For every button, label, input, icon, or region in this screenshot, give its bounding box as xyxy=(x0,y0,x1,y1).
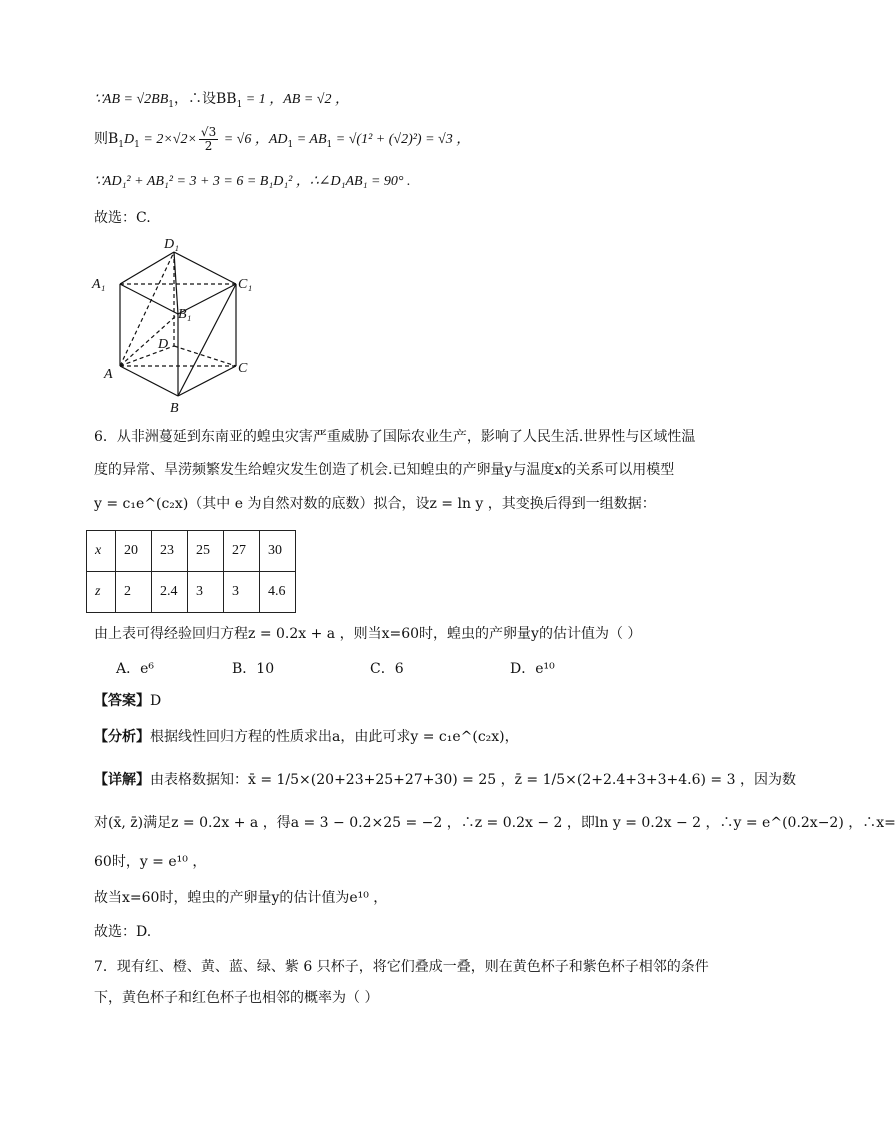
vertex-label-c: C xyxy=(238,361,248,376)
q6-line-3 xyxy=(94,494,656,514)
table-cell: 30 xyxy=(260,531,296,572)
eq-text: ，∴设BB xyxy=(173,91,237,107)
option-a: A．e⁶ xyxy=(116,661,155,677)
detail-text: 60时，y = e¹⁰ ， xyxy=(94,854,207,870)
table-cell: 3 xyxy=(224,572,260,613)
option-d: D．e¹⁰ xyxy=(510,661,555,677)
conclusion-text: 故当x=60时，蝗虫的产卵量y的估计值为e¹⁰ ， xyxy=(94,890,388,906)
detail-line-1 xyxy=(94,770,796,790)
table-header-cell: x xyxy=(87,531,116,572)
q6-line-2 xyxy=(94,460,674,480)
analysis-tag: 【分析】 xyxy=(94,729,150,745)
question-text: 下，黄色杯子和红色杯子也相邻的概率为（ ） xyxy=(94,990,379,1006)
q7-line-1 xyxy=(94,957,709,977)
vertex-label-d: D xyxy=(158,337,169,352)
question-text: 由上表可得经验回归方程z = 0.2x + a ，则当x=60时，蝗虫的产卵量y的估计值为（ ） xyxy=(94,626,642,642)
table-row xyxy=(87,531,296,572)
solution-line-2: 则$B_1D_1 = 2\times√2\times$ $\frac{√3}{2}$ = √6 ，$AD_1 = AB_1 = √(1^2 + (√2)^2) = √3$ ， xyxy=(94,124,471,153)
analysis-text: 根据线性回归方程的性质求出a，由此可求y = c₁e^(c₂x)， xyxy=(150,729,519,745)
vertex-label-b1: B₁ xyxy=(178,307,192,322)
table-cell: 27 xyxy=(224,531,260,572)
vertex-label-a1: A₁ xyxy=(92,277,106,292)
eq-text: = AB xyxy=(293,132,327,147)
choice-text: 故选：D. xyxy=(94,924,152,940)
table-cell: 25 xyxy=(188,531,224,572)
vertex-label-c1: C₁ xyxy=(238,277,253,292)
fraction xyxy=(199,126,218,153)
answer-line xyxy=(94,691,161,711)
detail-text: 对(x̄, z̄)满足z = 0.2x + a ，得a = 3 − 0.2×25 = −2 ，∴z = 0.2x − 2 ，即ln y = 0.2x − 2 ，∴y = e^(0.2x−2) ，∴x= xyxy=(94,815,896,831)
question-text: 7．现有红、橙、黄、蓝、绿、紫 6 只杯子，将它们叠成一叠，则在黄色杯子和紫色杯子相邻的条件 xyxy=(94,959,709,975)
table-cell: 23 xyxy=(152,531,188,572)
detail-tag: 【详解】 xyxy=(94,772,150,788)
question-text: 度的异常、旱涝频繁发生给蝗灾发生创造了机会.已知蝗虫的产卵量y与温度x的关系可以用模型 xyxy=(94,462,675,478)
option-b: B．10 xyxy=(232,661,275,677)
choice-text: 故选：C. xyxy=(94,210,151,226)
choice-line xyxy=(94,922,151,942)
vertex-label-d1: D₁ xyxy=(164,237,179,252)
table-cell: 2.4 xyxy=(152,572,188,613)
eq-text: = √(1² + (√2)²) = √3 ， xyxy=(332,132,471,147)
solution-choice xyxy=(94,208,151,228)
detail-line-2 xyxy=(94,813,896,833)
q7-line-2 xyxy=(94,988,378,1008)
fraction-top: √3 xyxy=(200,124,217,139)
conclusion-line xyxy=(94,888,387,908)
eq-text: ∵AB = √2BB xyxy=(94,92,169,107)
q6-line-1 xyxy=(94,427,695,447)
detail-text: 由表格数据知：x̄ = 1/5×(20+23+25+27+30) = 25 ，z̄ = 1/5×(2+2.4+3+3+4.6) = 3 ，因为数 xyxy=(150,772,796,788)
solution-line-3 xyxy=(94,171,411,192)
eq-text: 则B xyxy=(94,131,119,147)
question-text: 6．从非洲蔓延到东南亚的蝗虫灾害严重威胁了国际农业生产，影响了人民生活.世界性与区域性温 xyxy=(94,429,696,445)
answer-tag: 【答案】 xyxy=(94,693,150,709)
question-text: y = c₁e^(c₂x)（其中 e 为自然对数的底数）拟合，设z = ln y ，其变换后得到一组数据： xyxy=(94,496,656,512)
answer-value: D xyxy=(150,693,162,709)
table-header-cell: z xyxy=(87,572,116,613)
table-row xyxy=(87,572,296,613)
table-cell: 20 xyxy=(116,531,152,572)
vertex-label-b: B xyxy=(170,401,179,416)
q6-line-4 xyxy=(94,624,641,644)
detail-line-3 xyxy=(94,852,206,872)
eq-text: ∵AD₁² + AB₁² = 3 + 3 = 6 = B₁D₁² ，∴∠D₁AB₁ = 90° . xyxy=(94,174,411,189)
analysis-line xyxy=(94,727,519,747)
eq-text: = √6 ，AD xyxy=(220,132,288,147)
cube-figure xyxy=(90,236,270,416)
data-table xyxy=(86,530,296,613)
option-c: C．6 xyxy=(370,661,404,677)
fraction-bottom: 2 xyxy=(204,138,213,153)
vertex-label-a: A xyxy=(104,367,113,382)
table-cell: 4.6 xyxy=(260,572,296,613)
eq-text: = 2×√2× xyxy=(139,132,197,147)
table-cell: 2 xyxy=(116,572,152,613)
table-cell: 3 xyxy=(188,572,224,613)
solution-line-1: ∵AB = $√2BB_1$，∴设$BB_1 = 1$ ，AB = √2 ， xyxy=(94,91,349,110)
eq-text: = 1 ，AB = √2 ， xyxy=(242,92,349,107)
eq-text: D xyxy=(124,132,135,147)
